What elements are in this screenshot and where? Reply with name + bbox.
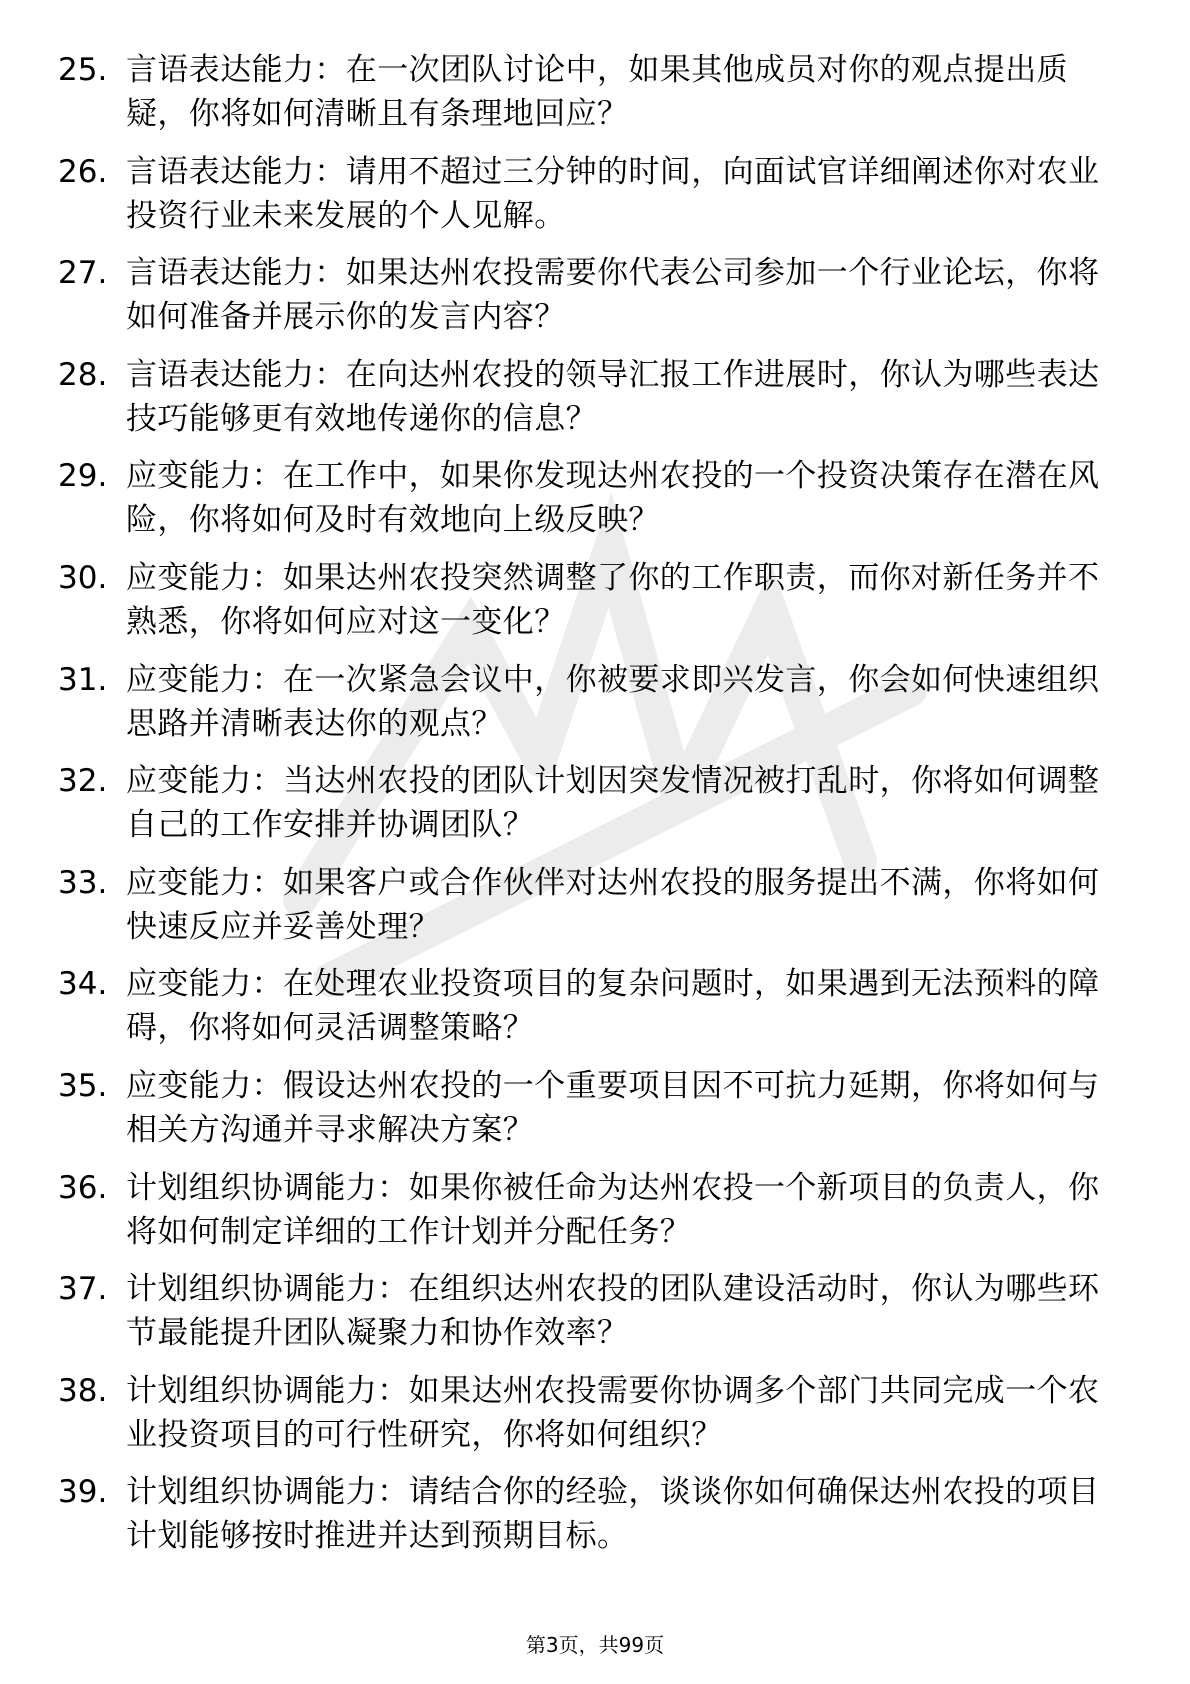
question-item — [58, 353, 1138, 444]
question-item — [58, 454, 1138, 545]
question-item — [58, 1064, 1138, 1155]
question-text: 应变能力：在一次紧急会议中，你被要求即兴发言，你会如何快速组织思路并清晰表达你的观点？ — [126, 661, 1100, 742]
question-item — [58, 48, 1138, 139]
question-number: 34. — [58, 966, 108, 1003]
question-text: 应变能力：如果客户或合作伙伴对达州农投的服务提出不满，你将如何快速反应并妥善处理？ — [126, 864, 1100, 945]
question-text: 计划组织协调能力：如果达州农投需要你协调多个部门共同完成一个农业投资项目的可行性研究，你将如何组织？ — [126, 1372, 1100, 1453]
question-item — [58, 556, 1138, 647]
question-number: 30. — [58, 559, 108, 596]
question-item — [58, 1166, 1138, 1257]
question-text: 计划组织协调能力：请结合你的经验，谈谈你如何确保达州农投的项目计划能够按时推进并达到预期目标。 — [126, 1474, 1100, 1555]
question-number: 38. — [58, 1372, 108, 1409]
question-text: 应变能力：假设达州农投的一个重要项目因不可抗力延期，你将如何与相关方沟通并寻求解决方案？ — [126, 1067, 1100, 1148]
question-number: 27. — [58, 255, 108, 292]
question-text: 应变能力：在工作中，如果你发现达州农投的一个投资决策存在潜在风险，你将如何及时有效地向上级反映？ — [126, 458, 1100, 539]
question-text: 计划组织协调能力：在组织达州农投的团队建设活动时，你认为哪些环节最能提升团队凝聚力和协作效率？ — [126, 1271, 1100, 1352]
question-text: 言语表达能力：如果达州农投需要你代表公司参加一个行业论坛，你将如何准备并展示你的发言内容？ — [126, 255, 1100, 336]
question-text: 应变能力：如果达州农投突然调整了你的工作职责，而你对新任务并不熟悉，你将如何应对这一变化？ — [126, 559, 1100, 640]
question-item — [58, 658, 1138, 749]
question-list — [58, 48, 1138, 1572]
question-number: 25. — [58, 52, 108, 88]
question-text: 言语表达能力：请用不超过三分钟的时间，向面试官详细阐述你对农业投资行业未来发展的个人见解。 — [126, 153, 1100, 234]
question-item — [58, 1470, 1138, 1561]
question-text: 言语表达能力：在一次团队讨论中，如果其他成员对你的观点提出质疑，你将如何清晰且有条理地回应？ — [126, 52, 1068, 132]
question-item — [58, 251, 1138, 342]
question-number: 36. — [58, 1169, 108, 1206]
question-number: 26. — [58, 153, 108, 190]
question-item — [58, 759, 1138, 850]
question-text: 应变能力：在处理农业投资项目的复杂问题时，如果遇到无法预料的障碍，你将如何灵活调整策略？ — [126, 966, 1100, 1047]
question-item — [58, 150, 1138, 241]
question-number: 31. — [58, 661, 108, 698]
question-number: 39. — [58, 1474, 108, 1511]
question-number: 33. — [58, 864, 108, 901]
question-number: 29. — [58, 458, 108, 495]
question-number: 35. — [58, 1067, 108, 1104]
question-number: 32. — [58, 763, 108, 800]
question-text: 计划组织协调能力：如果你被任命为达州农投一个新项目的负责人，你将如何制定详细的工作计划并分配任务？ — [126, 1169, 1100, 1250]
question-item — [58, 962, 1138, 1053]
question-item — [58, 861, 1138, 952]
question-text: 应变能力：当达州农投的团队计划因突发情况被打乱时，你将如何调整自己的工作安排并协调团队？ — [126, 763, 1100, 844]
question-item — [58, 1267, 1138, 1358]
question-text: 言语表达能力：在向达州农投的领导汇报工作进展时，你认为哪些表达技巧能够更有效地传递你的信息？ — [126, 356, 1100, 437]
question-number: 28. — [58, 356, 108, 393]
question-number: 37. — [58, 1271, 108, 1308]
question-item — [58, 1369, 1138, 1460]
page-number-footer: 第3页，共99页 — [525, 1633, 665, 1657]
